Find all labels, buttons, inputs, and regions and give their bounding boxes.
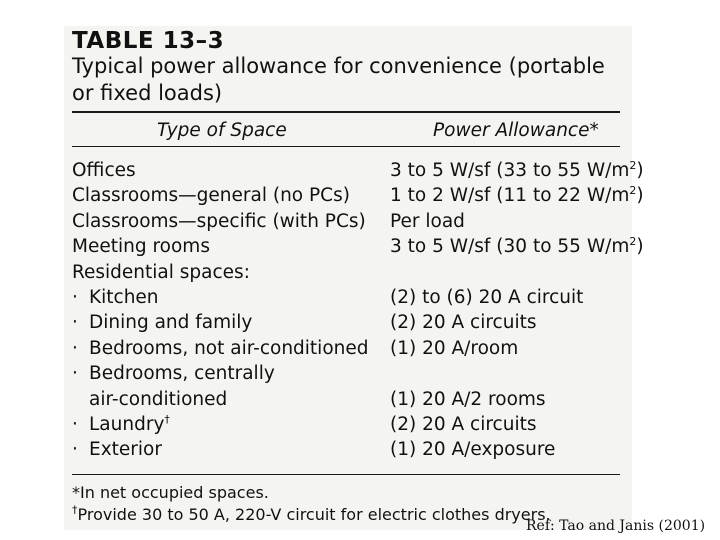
header-top-rule [72, 111, 620, 113]
row-allowance: (1) 20 A/room [390, 337, 519, 359]
bullet-dot-icon: · [72, 363, 78, 385]
row-allowance: 1 to 2 W/sf (11 to 22 $W/m^2$) [390, 184, 644, 207]
row-allowance: (2) 20 A circuits [390, 312, 537, 334]
table-row-residential [72, 439, 620, 464]
row-allowance: 3 to 5 W/sf (30 to 55 $W/m^2$) [390, 235, 644, 258]
column-header-allowance: Power Allowance* [433, 120, 599, 141]
row-allowance: (2) 20 A circuits [390, 414, 537, 435]
row-type: Classrooms—specific (with PCs) [72, 210, 366, 232]
table-row-residential [72, 338, 620, 363]
table-row [72, 158, 644, 185]
row-allowance: Per load [390, 210, 465, 232]
table-row [72, 184, 644, 210]
table-bottom-rule [72, 474, 620, 475]
bullet-dot-icon: · [72, 414, 78, 435]
column-header-type: Type of Space [157, 120, 287, 141]
row-allowance: 3 to 5 W/sf (33 to 55 $W/m^2$) [390, 158, 644, 181]
table-row [72, 235, 644, 261]
row-allowance: (1) 20 A/exposure [390, 439, 556, 461]
table-row [72, 262, 620, 287]
row-allowance: (1) 20 A/2 rooms [390, 388, 546, 410]
reference-citation: Ref: Tao and Janis (2001) [526, 518, 706, 534]
table-subtitle: Typical power allowance for convenience (portable or fixed loads) [72, 54, 605, 105]
row-type: Exterior [89, 439, 162, 461]
footnote-clothes-dryers: †Provide 30 to 50 A, 220-V circuit for electric clothes dryers. [72, 503, 551, 524]
bullet-dot-icon: · [72, 439, 78, 461]
row-type: Offices [72, 160, 136, 181]
header-bottom-rule [72, 146, 620, 147]
row-type: air-conditioned [89, 388, 228, 410]
row-type: Meeting rooms [72, 236, 210, 258]
row-type: Kitchen [89, 287, 159, 308]
table-row [72, 211, 620, 236]
row-type: Bedrooms, centrally [89, 363, 275, 385]
table-row-residential [72, 287, 620, 312]
table-title: TABLE 13–3 [72, 28, 225, 54]
row-type: Laundry† [89, 412, 170, 435]
row-type: Residential spaces: [72, 261, 250, 283]
row-type: Classrooms—general (no PCs) [72, 185, 350, 207]
bullet-dot-icon: · [72, 337, 78, 359]
footnote-net-occupied: *In net occupied spaces. [72, 483, 269, 502]
row-type: Dining and family [89, 312, 253, 334]
bullet-dot-icon: · [72, 312, 78, 334]
table-row-residential [72, 414, 620, 439]
table-row-residential [72, 389, 620, 414]
table-row-residential [72, 312, 620, 337]
row-type: Bedrooms, not air-conditioned [89, 337, 369, 359]
table-row-residential [72, 363, 620, 388]
bullet-dot-icon: · [72, 287, 78, 308]
row-allowance: (2) to (6) 20 A circuit [390, 287, 584, 308]
